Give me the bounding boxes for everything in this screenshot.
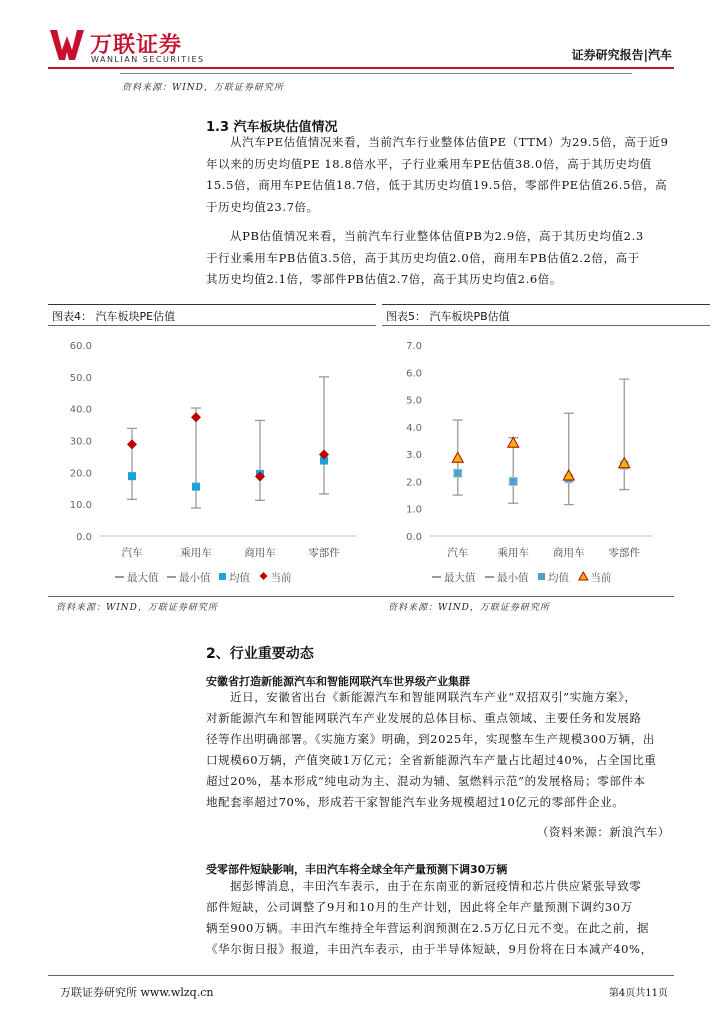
y-tick-label: 50.0 [69,372,92,384]
para-line: 地配套率超过70%，形成若干家智能汽车业务规模超过10亿元的零部件企业。 [206,795,625,809]
news-1-source: （资料来源：新浪汽车） [536,825,670,839]
y-tick-label: 7.0 [406,341,422,352]
y-tick-label: 0.0 [76,532,92,543]
para-line: 超过20%，基本形成“纯电动为主、混动为辅、氢燃料示范”的发展格局；零部件本 [206,774,646,788]
current-point [191,412,201,422]
x-tick-label: 零部件 [608,547,640,559]
pe-chart-title-bar [48,304,376,326]
y-tick-label: 60.0 [69,341,92,352]
legend-mean-label: 均值 [229,572,250,584]
pb-chart-source: 资料来源：WIND，万联证券研究所 [388,603,550,613]
y-tick-label: 40.0 [69,404,92,416]
header-subdivider [120,73,632,74]
para-line: 从PB估值情况来看，当前汽车行业整体估值PB为2.9倍，高于其历史均值2.3 [230,229,644,243]
news-2-title: 受零部件短缺影响，丰田汽车将全球全年产量预测下调30万辆 [206,863,508,876]
y-tick-label: 4.0 [406,422,422,434]
header-divider [48,67,674,69]
pb-chart-title: 图表5： 汽车板块PB估值 [386,310,510,323]
page-number: 第4页共11页 [608,988,668,999]
news-2-body [206,876,670,960]
news-1-title: 安徽省打造新能源汽车和智能网联汽车世界级产业集群 [206,675,470,688]
section-title-1-3: 1.3 汽车板块估值情况 [206,120,338,135]
y-tick-label: 2.0 [406,477,422,489]
top-source-note: 资料来源：WIND，万联证券研究所 [122,83,284,93]
y-tick-label: 6.0 [406,368,422,380]
y-tick-label: 3.0 [406,450,422,462]
y-tick-label: 0.0 [406,532,422,543]
x-tick-label: 零部件 [308,547,340,559]
y-tick-label: 30.0 [69,436,92,448]
pb-chart-panel [382,304,710,594]
para-line: 于历史均值23.7倍。 [206,199,319,214]
x-tick-label: 商用车 [244,547,276,559]
current-point [508,437,519,447]
legend-mean-swatch [219,573,226,580]
current-point [127,439,137,449]
para-line: 15.5倍，商用车PE估值18.7倍，低于其历史均值19.5倍，零部件PE估值26.5倍，高 [206,178,668,192]
mean-point [128,472,136,480]
legend-current-label: 当前 [270,572,292,584]
section-1-3-para-2 [206,226,670,291]
section-1-3-para-1 [206,132,670,218]
para-line: 《华尔街日报》报道，丰田汽车表示，由于半导体短缺，9月份将在日本减产40%， [206,942,653,956]
current-point [452,452,463,462]
legend-current-label: 当前 [590,572,612,584]
section-title-2: 2、行业重要动态 [206,646,314,662]
para-line: 年以来的历史均值PE 18.8倍水平，子行业乘用车PE估值38.0倍，高于其历史均值 [206,156,652,171]
pb-chart-title-bar [382,304,710,326]
x-tick-label: 汽车 [447,547,469,559]
mean-point [192,483,200,491]
para-line: 对新能源汽车和智能网联汽车产业发展的总体目标、重点领域、主要任务和发展路 [206,711,642,725]
brand-name-en: WANLIAN SECURITIES [91,55,205,64]
para-line: 其历史均值2.1倍，零部件PB估值2.7倍，高于其历史均值2.6倍。 [206,272,562,286]
brand-name-cn: 万联证券 [90,33,183,58]
footer-company: 万联证券研究所 www.wlzq.cn [60,986,214,999]
legend-current-swatch [579,572,588,580]
pe-chart-source: 资料来源：WIND，万联证券研究所 [56,603,218,613]
para-line: 从汽车PE估值情况来看，当前汽车行业整体估值PE（TTM）为29.5倍，高于近9 [230,135,669,149]
mean-point [509,477,517,485]
charts-bottom-rule [48,596,674,597]
legend-min-label: 最小值 [179,572,211,584]
y-tick-label: 5.0 [406,395,422,407]
pb-chart-svg [382,326,674,596]
legend-mean-swatch [538,573,545,580]
para-line: 口规模60万辆，产值突破1万亿元；全省新能源汽车产量占比超过40%，占全国比重 [206,753,657,767]
y-tick-label: 20.0 [69,468,92,480]
legend-max-label: 最大值 [444,572,476,584]
y-tick-label: 1.0 [406,504,422,516]
legend-min-label: 最小值 [497,572,529,584]
para-line: 部件短缺，公司调整了9月和10月的生产计划，因此将全年产量预测下调约30万 [206,900,633,914]
x-tick-label: 商用车 [553,547,585,559]
para-line: 辆至900万辆。丰田汽车维持全年营运利润预测在2.5万亿日元不变。在此之前，据 [206,921,650,935]
legend-max-label: 最大值 [127,572,159,584]
pe-chart-panel [48,304,376,594]
para-line: 径等作出明确部署。《实施方案》明确，到2025年，实现整车生产规模300万辆，出 [206,732,655,746]
x-tick-label: 汽车 [121,547,143,559]
legend-current-swatch [260,572,268,580]
pe-chart-title: 图表4： 汽车板块PE估值 [52,310,176,323]
wanlian-logo-icon [50,30,84,60]
para-line: 于行业乘用车PB估值3.5倍，高于其历史均值2.0倍，商用车PB估值2.2倍，高于 [206,250,640,265]
x-tick-label: 乘用车 [497,547,529,559]
report-category: 证券研究报告|汽车 [571,48,672,62]
x-tick-label: 乘用车 [180,547,212,559]
mean-point [454,469,462,477]
legend-mean-label: 均值 [548,572,569,584]
footer-divider [48,975,674,976]
para-line: 据彭博消息，丰田汽车表示，由于在东南亚的新冠疫情和芯片供应紧张导致零 [230,879,642,893]
para-line: 近日，安徽省出台《新能源汽车和智能网联汽车产业“双招双引”实施方案》， [230,690,637,704]
pe-chart-svg [48,326,376,596]
y-tick-label: 10.0 [69,500,92,512]
news-1-body [206,687,670,813]
